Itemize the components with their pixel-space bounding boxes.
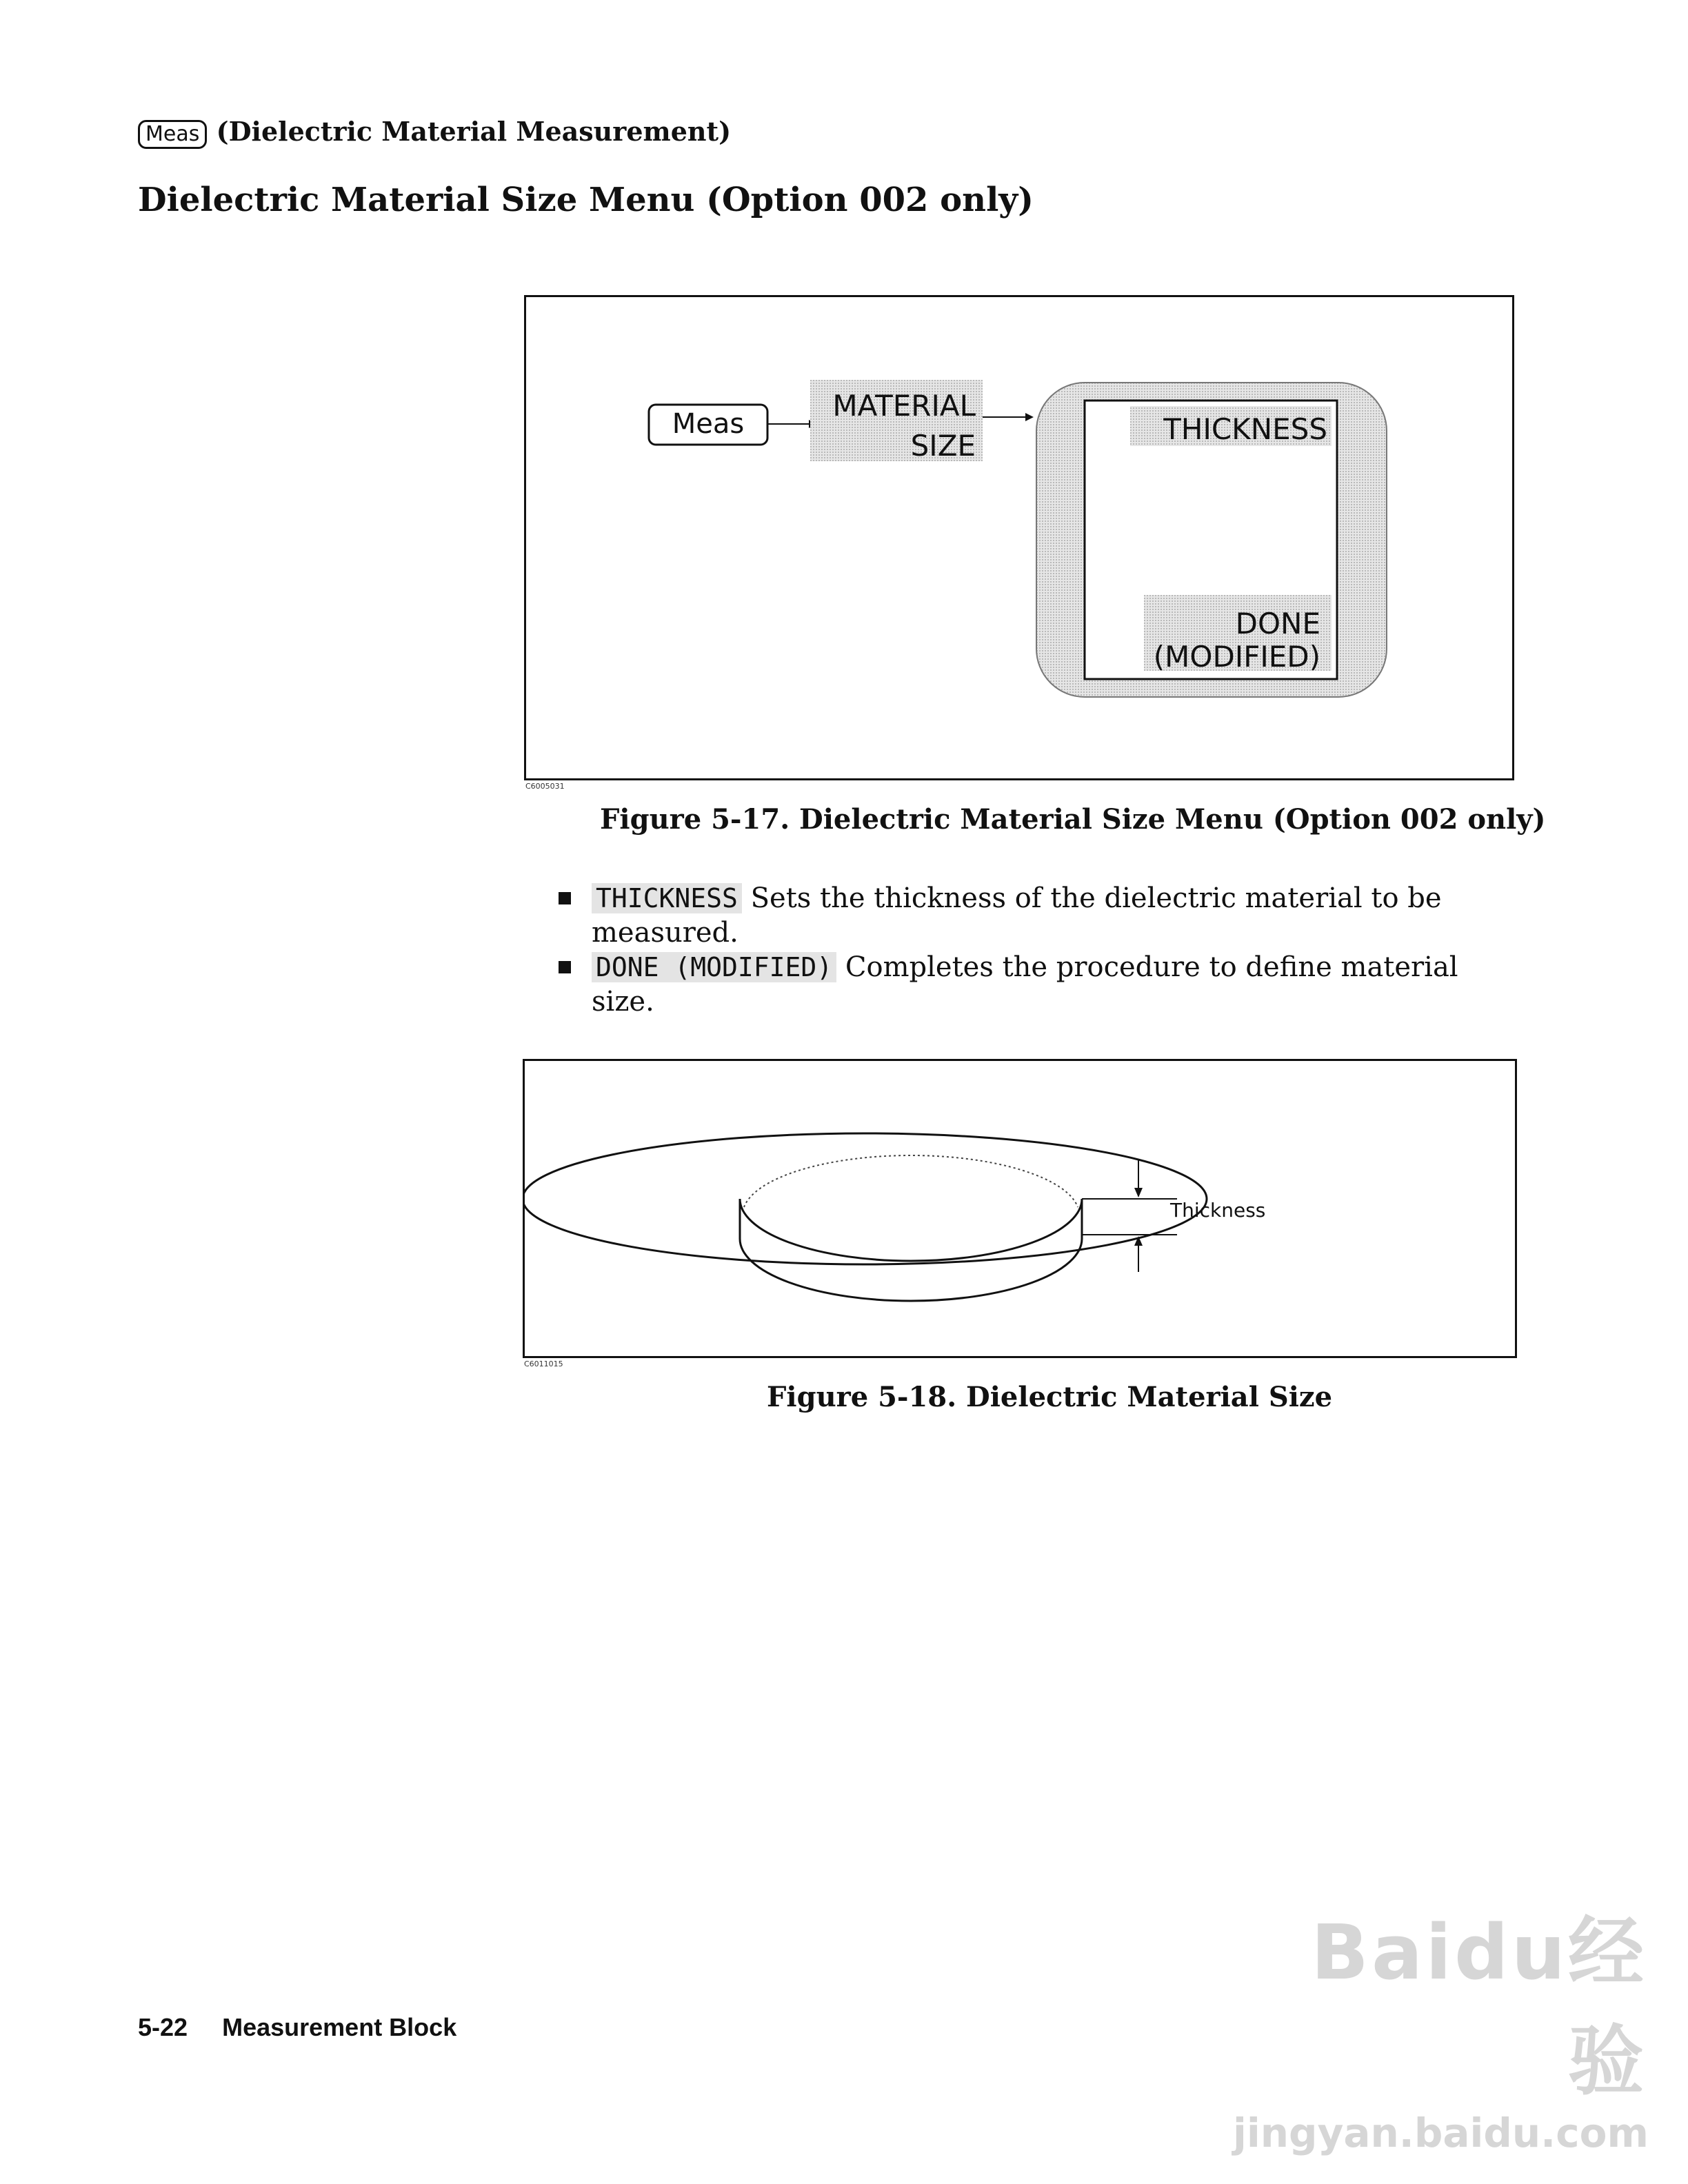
figure2-id: C6011015 <box>524 1359 563 1368</box>
figure1-id: C6005031 <box>525 782 565 791</box>
material-size-label-line2: SIZE <box>910 429 976 463</box>
done-description: Completes the procedure to define material size. <box>592 951 1458 1018</box>
figure-disc-diagram <box>523 1059 1517 1358</box>
running-header-text: (Dielectric Material Measurement) <box>216 116 732 147</box>
softkey-descriptions <box>559 881 1524 1019</box>
list-item <box>559 881 1524 950</box>
material-size-label-line1: MATERIAL <box>832 389 976 423</box>
list-item <box>559 950 1524 1019</box>
arrow-head-2 <box>1025 413 1034 421</box>
watermark-url: jingyan.baidu.com <box>1233 2110 1649 2156</box>
thickness-dimension-label: Thickness <box>1170 1199 1266 1222</box>
bullet-square-icon <box>559 961 571 973</box>
watermark-main: Baidu经验 <box>1311 1908 1647 2105</box>
footer-section-name: Measurement Block <box>222 2013 457 2041</box>
disc-diagram-svg <box>525 1061 1515 1356</box>
figure2-caption: Figure 5-18. Dielectric Material Size <box>767 1381 1333 1413</box>
done-softkey-label-line2: (MODIFIED) <box>1153 640 1320 674</box>
thickness-softkey-label: THICKNESS <box>1163 412 1327 446</box>
meas-hardkey-label: Meas <box>672 408 745 440</box>
done-softkey-label-line1: DONE <box>1235 607 1320 640</box>
thickness-key-reference: THICKNESS <box>592 883 742 913</box>
figure-menu-diagram <box>524 295 1514 780</box>
meas-key-cap: Meas <box>138 120 207 149</box>
page-number: 5-22 <box>138 2013 188 2041</box>
thickness-description: Sets the thickness of the dielectric material to be measured. <box>592 882 1442 949</box>
menu-diagram-svg <box>526 297 1512 778</box>
section-title: Dielectric Material Size Menu (Option 002 only) <box>138 181 1034 219</box>
bullet-square-icon <box>559 892 571 904</box>
page-footer <box>138 2013 456 2042</box>
running-header <box>138 116 731 149</box>
figure1-caption: Figure 5-17. Dielectric Material Size Menu (Option 002 only) <box>600 803 1546 836</box>
watermark <box>1233 1892 1647 2156</box>
done-key-reference: DONE (MODIFIED) <box>592 952 836 982</box>
